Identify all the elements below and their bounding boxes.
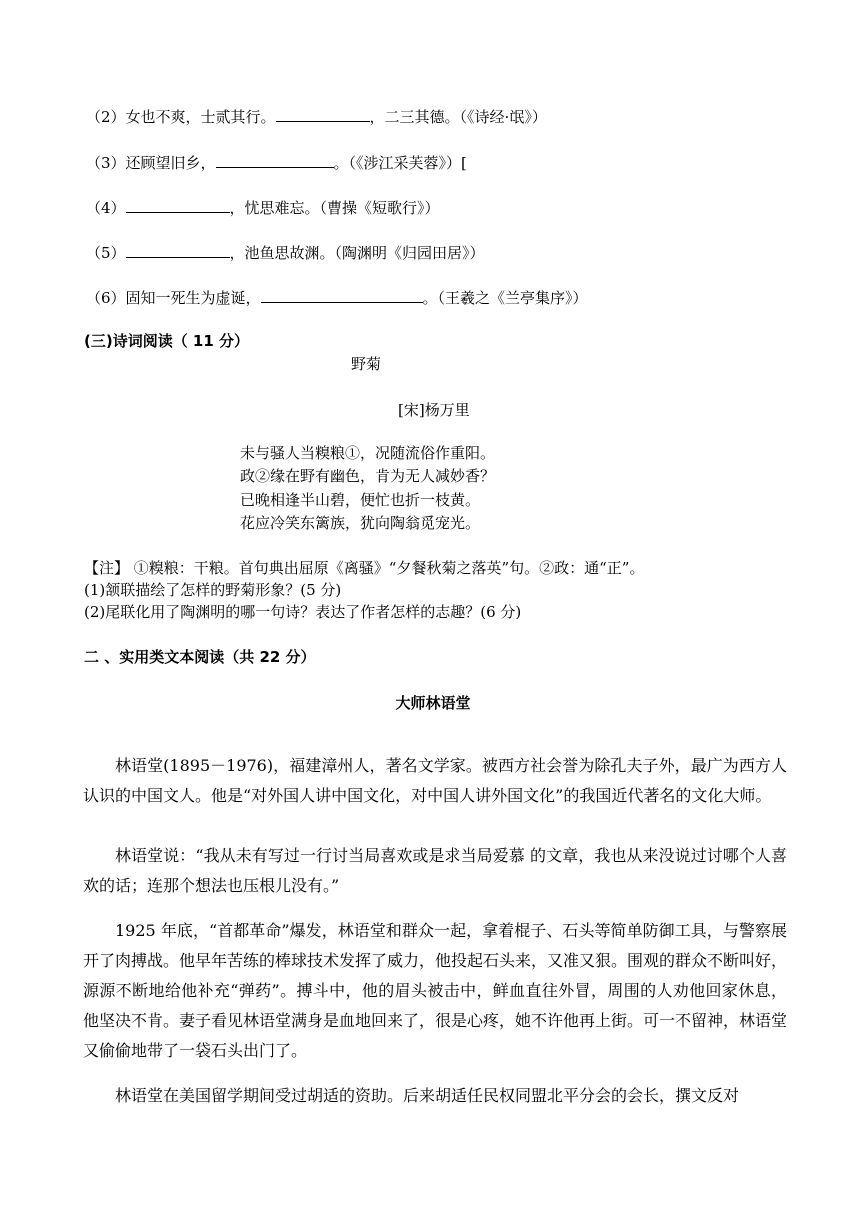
poem-author: [宋]杨万里 bbox=[398, 401, 470, 419]
fill-blank-item-5 bbox=[86, 243, 485, 262]
answer-blank[interactable] bbox=[126, 198, 230, 213]
fill-blank-suffix: ，二三其德。（《诗经·氓》） bbox=[369, 108, 547, 126]
fill-blank-suffix: 。（《涉江采芙蓉》）[ bbox=[333, 154, 467, 172]
poem-line: 花应冷笑东篱族，犹向陶翁觅宠光。 bbox=[240, 513, 481, 532]
poem-line: 未与骚人当糗粮①，况随流俗作重阳。 bbox=[240, 444, 496, 462]
fill-blank-suffix: 。（王羲之《兰亭集序》） bbox=[422, 289, 588, 307]
practical-section-heading: 二 、实用类文本阅读（共 22 分） bbox=[84, 648, 316, 666]
fill-blank-prefix: （5） bbox=[86, 244, 126, 262]
poem-line: 已晚相逢半山碧，便忙也折一枝黄。 bbox=[240, 490, 481, 509]
poem-body bbox=[240, 442, 495, 535]
fill-blank-prefix: （6）固知一死生为虚诞， bbox=[86, 289, 261, 307]
fill-blank-suffix: ，忧思难忘。（曹操《短歌行》） bbox=[229, 199, 440, 217]
answer-blank[interactable] bbox=[126, 243, 230, 258]
poem-title: 野菊 bbox=[351, 355, 382, 373]
answer-blank[interactable] bbox=[276, 107, 370, 122]
fill-blank-prefix: （4） bbox=[86, 199, 126, 217]
answer-blank[interactable] bbox=[261, 288, 423, 303]
question-1: (1)颔联描绘了怎样的野菊形象？(5 分) bbox=[84, 581, 342, 599]
article-paragraph-3: 1925 年底，“首都革命”爆发，林语堂和群众一起，拿着棍子、石头等简单防御工具，与警察展开了肉搏战。他早年苦练的棒球技术发挥了威力，他投起石头来，又准又狠。围观的群众不断叫好，源源不断地给他补充“弹药”。搏斗中，他的眉头被击中，鲜血直往外冒，周围的人劝他回家休息，他坚决不肯。妻子看见林语堂满身是血地回来了，很是心疼，她不许他再上街。可一不留神，林语堂又偷偷地带了一袋石头出门了。 bbox=[83, 921, 788, 1060]
answer-blank[interactable] bbox=[216, 153, 334, 168]
fill-blank-item-4 bbox=[86, 198, 440, 217]
question-2: (2)尾联化用了陶渊明的哪一句诗？表达了作者怎样的志趣？(6 分) bbox=[84, 603, 522, 621]
poem-line: 政②缘在野有幽色，肯为无人减妙香？ bbox=[240, 467, 496, 486]
fill-blank-suffix: ，池鱼思故渊。（陶渊明《归园田居》） bbox=[229, 244, 485, 262]
poem-note: 【注】 ①糗粮：干粮。首句典出屈原《离骚》“夕餐秋菊之落英”句。②政：通“正”。 bbox=[84, 559, 645, 577]
fill-blank-item-3 bbox=[86, 153, 467, 172]
fill-blank-item-6 bbox=[86, 288, 588, 307]
poetry-section-heading: (三)诗词阅读（ 11 分） bbox=[84, 332, 250, 350]
article-paragraph-4: 林语堂在美国留学期间受过胡适的资助。后来胡适任民权同盟北平分会的会长，撰文反对 bbox=[115, 1086, 740, 1105]
article-title: 大师林语堂 bbox=[395, 694, 471, 712]
fill-blank-item-2 bbox=[86, 107, 547, 126]
article-paragraph-1: 林语堂(1895－1976)，福建漳州人，著名文学家。被西方社会誉为除孔夫子外，最广为西方人认识的中国文人。他是“对外国人讲中国文化，对中国人讲外国文化”的我国近代著名的文化大师。 bbox=[83, 756, 787, 805]
fill-blank-prefix: （2）女也不爽，士贰其行。 bbox=[86, 108, 276, 126]
article-paragraph-2: 林语堂说：“我从未有写过一行讨当局喜欢或是求当局爱慕 的文章，我也从来没说过讨哪个人喜欢的话；连那个想法也压根儿没有。” bbox=[83, 846, 787, 895]
fill-blank-prefix: （3）还顾望旧乡， bbox=[86, 154, 216, 172]
